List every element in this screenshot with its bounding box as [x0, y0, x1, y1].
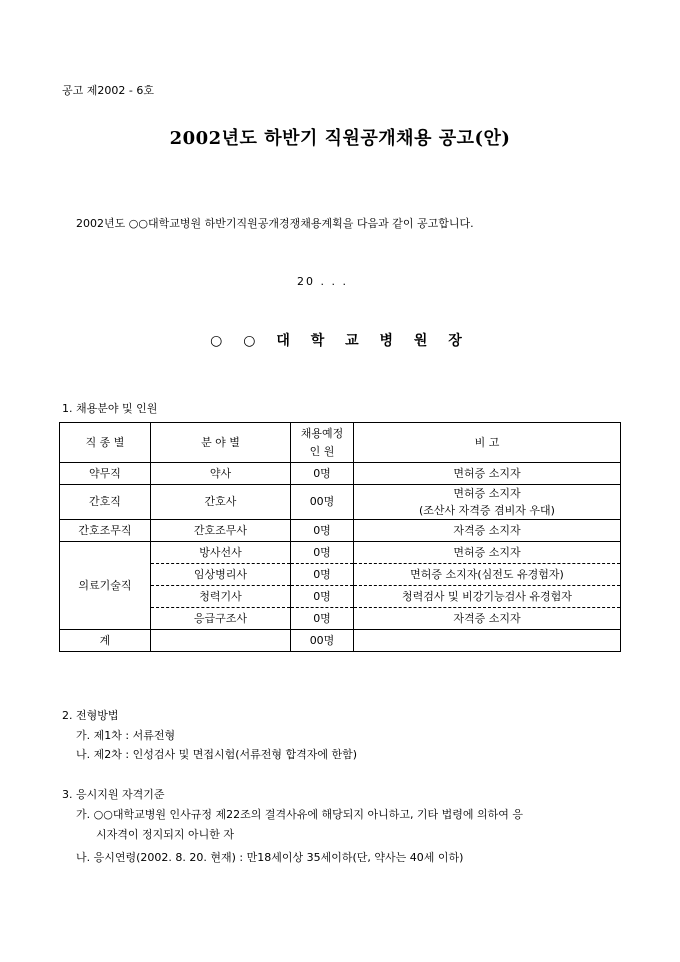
cell-total-label: 계: [60, 630, 151, 652]
cell-remarks: 자격증 소지자: [354, 520, 621, 542]
section3-item2: 나. 응시연령(2002. 8. 20. 현재) : 만18세이상 35세이하(단, 약사는 40세 이하): [76, 851, 464, 864]
table-total-row: [60, 630, 621, 652]
cell-remarks: 자격증 소지자: [354, 608, 621, 630]
page-title: 2002년도 하반기 직원공개채용 공고(안): [169, 128, 511, 149]
section2-heading: 2. 전형방법: [62, 709, 119, 722]
cell-remarks-line2: (조산사 자격증 겸비자 우대): [419, 503, 555, 517]
cell-job-type: 간호조무직: [60, 520, 151, 542]
header-count: [291, 423, 354, 463]
cell-remarks-line1: 면허증 소지자: [453, 486, 521, 500]
cell-total-count: 00명: [291, 630, 354, 652]
recruitment-table: [59, 422, 621, 652]
cell-field: 약사: [151, 463, 291, 485]
document-number: 공고 제2002 - 6호: [62, 84, 154, 97]
cell-remarks: [354, 485, 621, 520]
cell-count: 0명: [291, 463, 354, 485]
header-field: 분 야 별: [151, 423, 291, 463]
cell-count: 0명: [291, 586, 354, 608]
issuer-name: ○ ○ 대 학 교 병 원 장: [210, 333, 470, 349]
cell-job-type: 의료기술직: [60, 542, 151, 630]
cell-field: 방사선사: [151, 542, 291, 564]
cell-empty: [151, 630, 291, 652]
header-job-type: 직 종 별: [60, 423, 151, 463]
intro-text: 2002년도 ○○대학교병원 하반기직원공개경쟁채용계획을 다음과 같이 공고합니다.: [76, 217, 474, 230]
announcement-date: 20 . . .: [297, 275, 348, 288]
header-count-line1: 채용예정: [300, 426, 344, 440]
cell-remarks: 면허증 소지자: [354, 542, 621, 564]
section3-item1-line1: 가. ○○대학교병원 인사규정 제22조의 결격사유에 해당되지 아니하고, 기타 법령에 의하여 응: [76, 808, 524, 821]
cell-count: 0명: [291, 520, 354, 542]
table-row: [60, 542, 621, 564]
cell-remarks: 면허증 소지자: [354, 463, 621, 485]
cell-field: 청력기사: [151, 586, 291, 608]
cell-job-type: 간호직: [60, 485, 151, 520]
cell-count: 0명: [291, 542, 354, 564]
table-header-row: [60, 423, 621, 463]
cell-count: 00명: [291, 485, 354, 520]
table-row: [60, 463, 621, 485]
cell-field: 간호조무사: [151, 520, 291, 542]
cell-empty: [354, 630, 621, 652]
section2-item: 가. 제1차 : 서류전형: [76, 729, 176, 742]
table-row: [60, 520, 621, 542]
table-row: [60, 485, 621, 520]
section3-heading: 3. 응시지원 자격기준: [62, 788, 165, 801]
cell-field: 간호사: [151, 485, 291, 520]
header-remarks: 비 고: [354, 423, 621, 463]
cell-field: 임상병리사: [151, 564, 291, 586]
section2-item: 나. 제2차 : 인성검사 및 면접시험(서류전형 합격자에 한함): [76, 748, 358, 761]
header-count-line2: 인 원: [309, 444, 335, 458]
cell-field: 응급구조사: [151, 608, 291, 630]
section1-heading: 1. 채용분야 및 인원: [62, 402, 158, 415]
cell-count: 0명: [291, 608, 354, 630]
cell-count: 0명: [291, 564, 354, 586]
cell-remarks: 면허증 소지자(심전도 유경험자): [354, 564, 621, 586]
section3-item1-line2: 시자격이 정지되지 아니한 자: [96, 828, 235, 841]
cell-remarks: 청력검사 및 비강기능검사 유경험자: [354, 586, 621, 608]
cell-job-type: 약무직: [60, 463, 151, 485]
